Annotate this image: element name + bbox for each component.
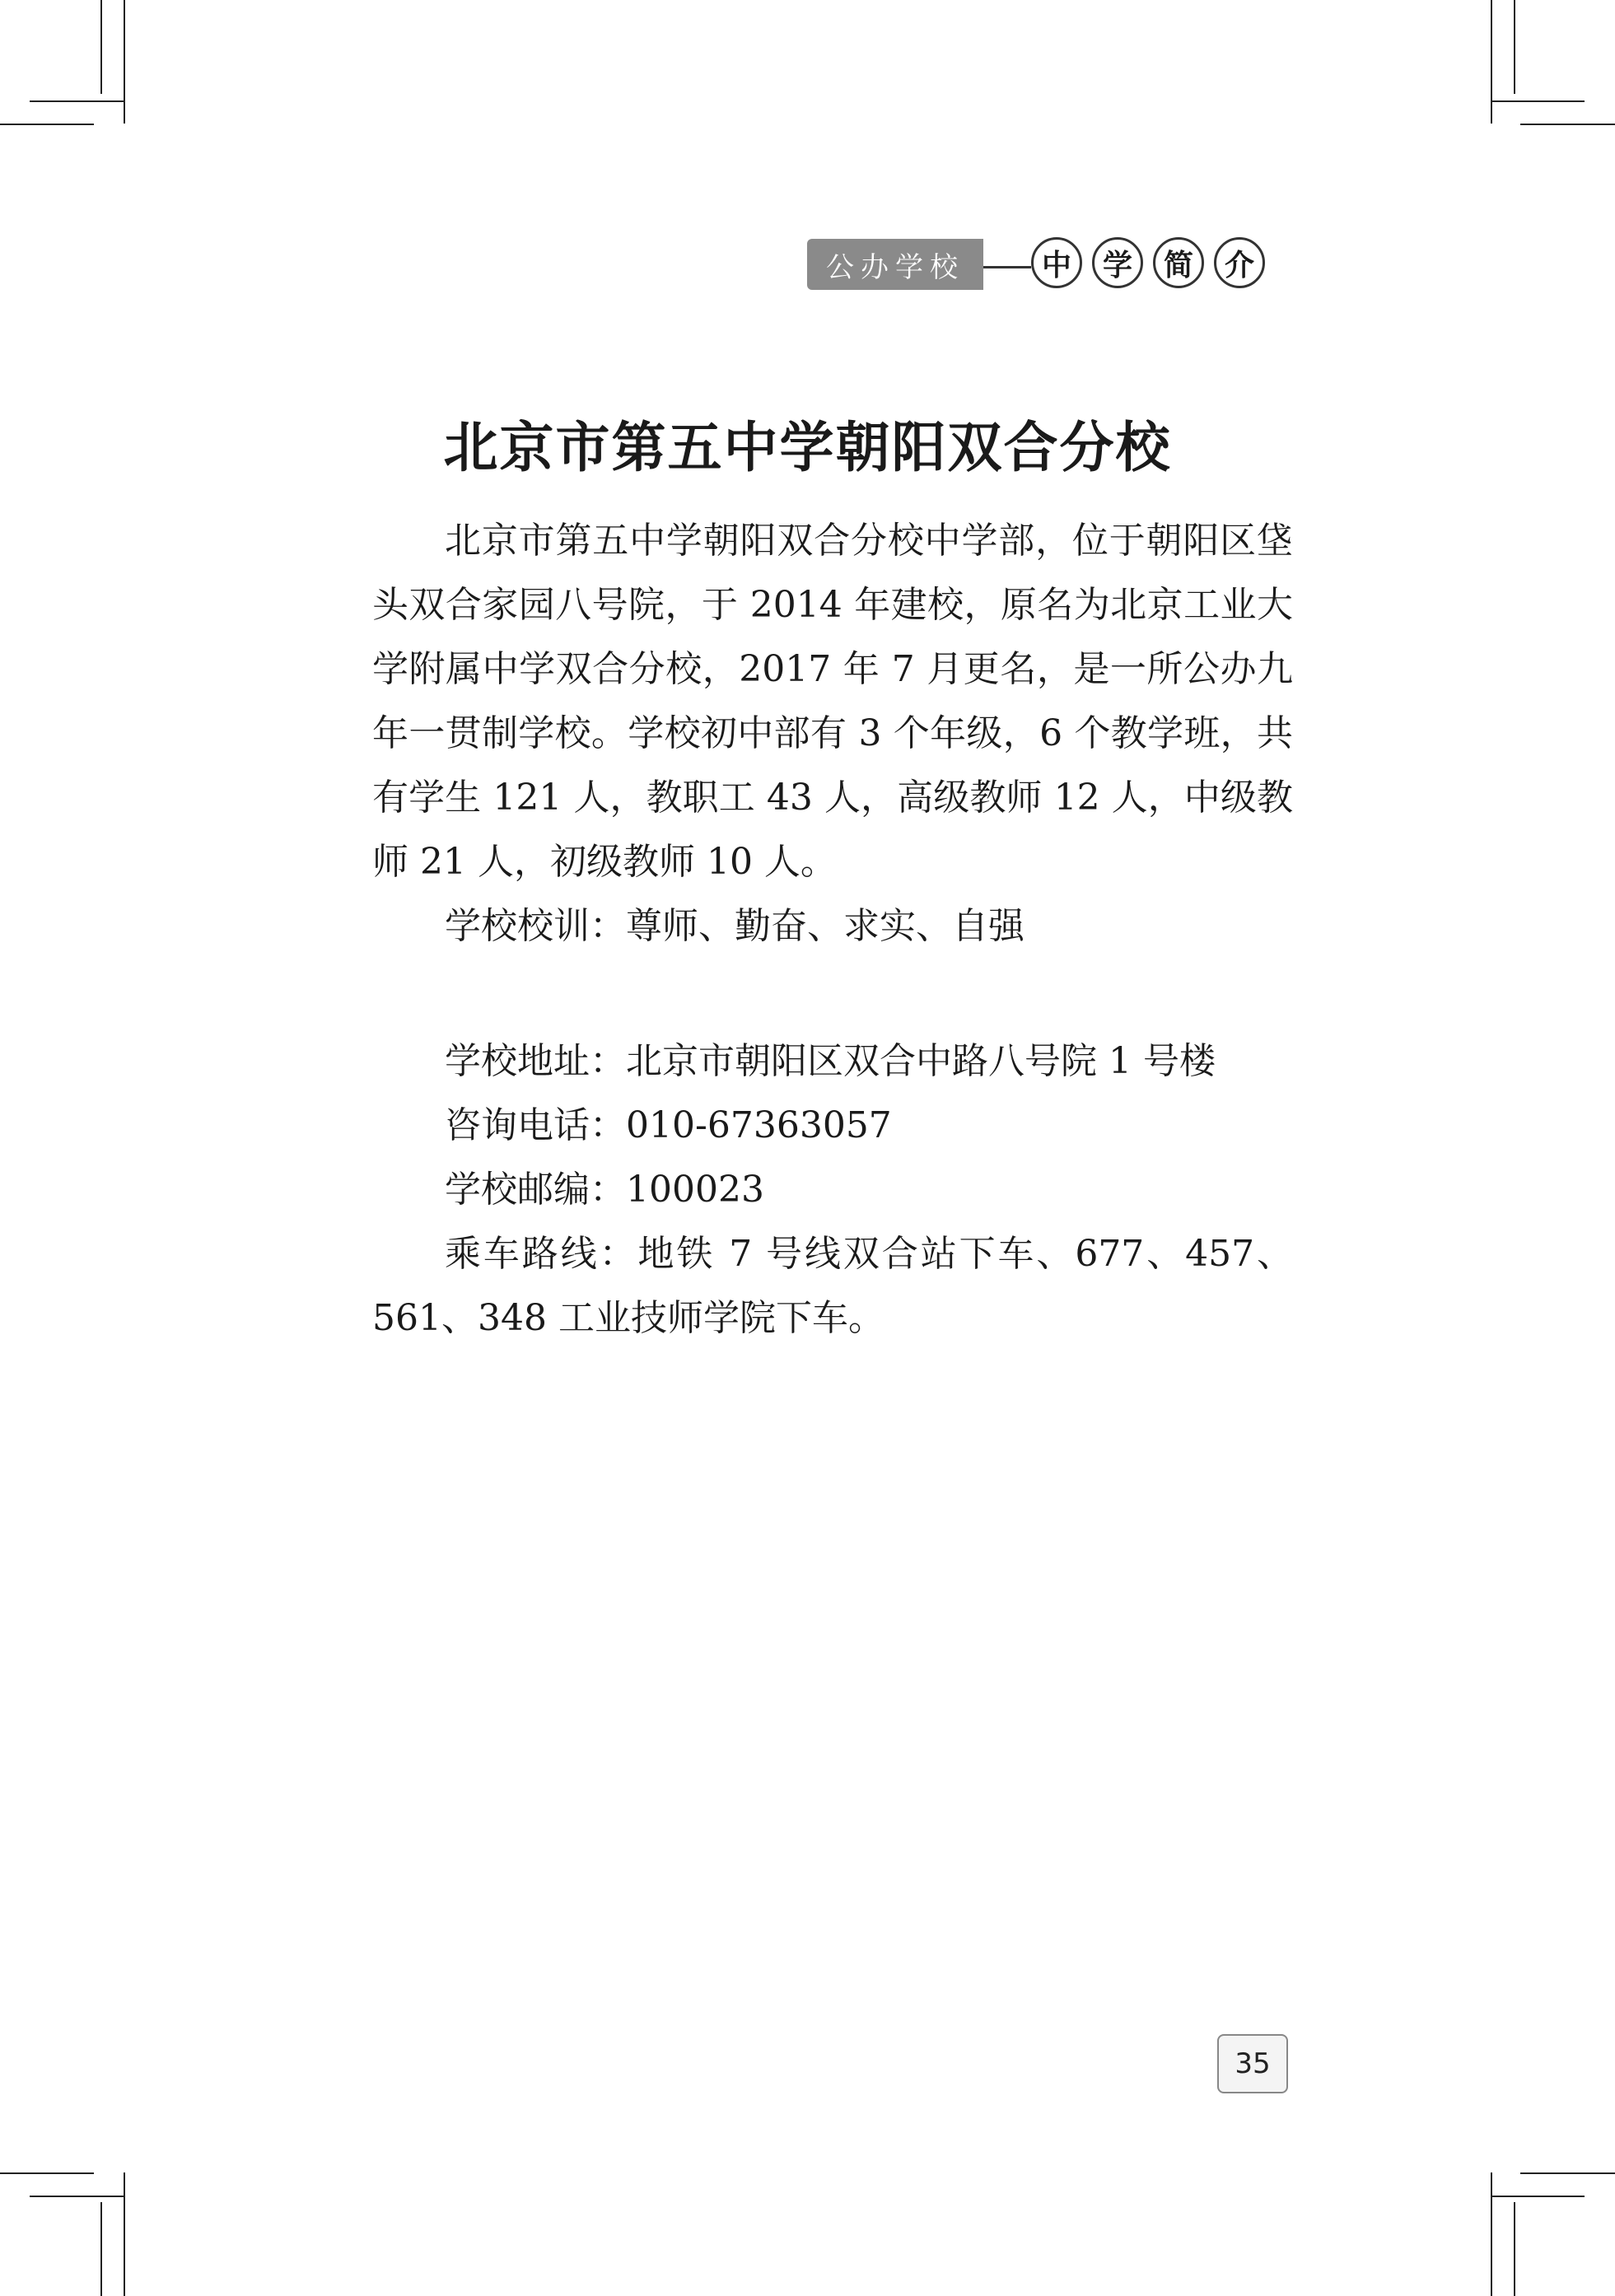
- spacer: [372, 959, 1293, 1029]
- motto-paragraph: 学校校训：尊师、勤奋、求实、自强: [445, 905, 1025, 947]
- crop-mark: [1491, 0, 1492, 124]
- crop-mark: [1491, 100, 1585, 102]
- book-title-char: 简: [1153, 237, 1204, 288]
- crop-mark: [100, 0, 102, 94]
- school-description: [372, 509, 1293, 1351]
- crop-mark: [1520, 124, 1615, 125]
- crop-mark: [1514, 2202, 1515, 2296]
- page-number-badge: [1217, 2034, 1288, 2093]
- crop-mark: [0, 2172, 94, 2174]
- book-title-char: 中: [1031, 237, 1082, 288]
- page-number: 35: [1235, 2047, 1271, 2080]
- crop-mark: [1514, 0, 1515, 94]
- crop-mark: [1491, 2172, 1492, 2296]
- crop-mark: [30, 100, 124, 102]
- crop-mark: [124, 0, 125, 124]
- book-title-char: 学: [1092, 237, 1143, 288]
- phone-line: 咨询电话：010-67363057: [445, 1104, 892, 1146]
- postcode-line: 学校邮编：100023: [445, 1169, 764, 1211]
- book-title-char: 介: [1214, 237, 1265, 288]
- crop-mark: [100, 2202, 102, 2296]
- transit-line: 乘车路线：地铁 7 号线双合站下车、677、457、561、348 工业技师学院下车。: [372, 1233, 1293, 1339]
- crop-mark: [30, 2196, 124, 2197]
- crop-mark: [0, 124, 94, 125]
- book-title: [1031, 237, 1265, 288]
- header-connector-line: [983, 266, 1031, 268]
- intro-paragraph: 北京市第五中学朝阳双合分校中学部，位于朝阳区垡头双合家园八号院，于 2014 年建校，原名为北京工业大学附属中学双合分校，2017 年 7 月更名，是一所公办九年一贯制学校。学校初中部有 3 个年级，6 个教学班，共有学生 121 人，教职工 43 人，高级教师 12 人，中级教师 21 人，初级教师 10 人。: [372, 520, 1293, 883]
- page-title: 北京市第五中学朝阳双合分校: [443, 416, 1172, 479]
- crop-mark: [1491, 2196, 1585, 2197]
- crop-mark: [1520, 2172, 1615, 2174]
- crop-mark: [124, 2172, 125, 2296]
- address-line: 学校地址：北京市朝阳区双合中路八号院 1 号楼: [445, 1040, 1216, 1082]
- section-tag: 公办学校: [807, 239, 983, 290]
